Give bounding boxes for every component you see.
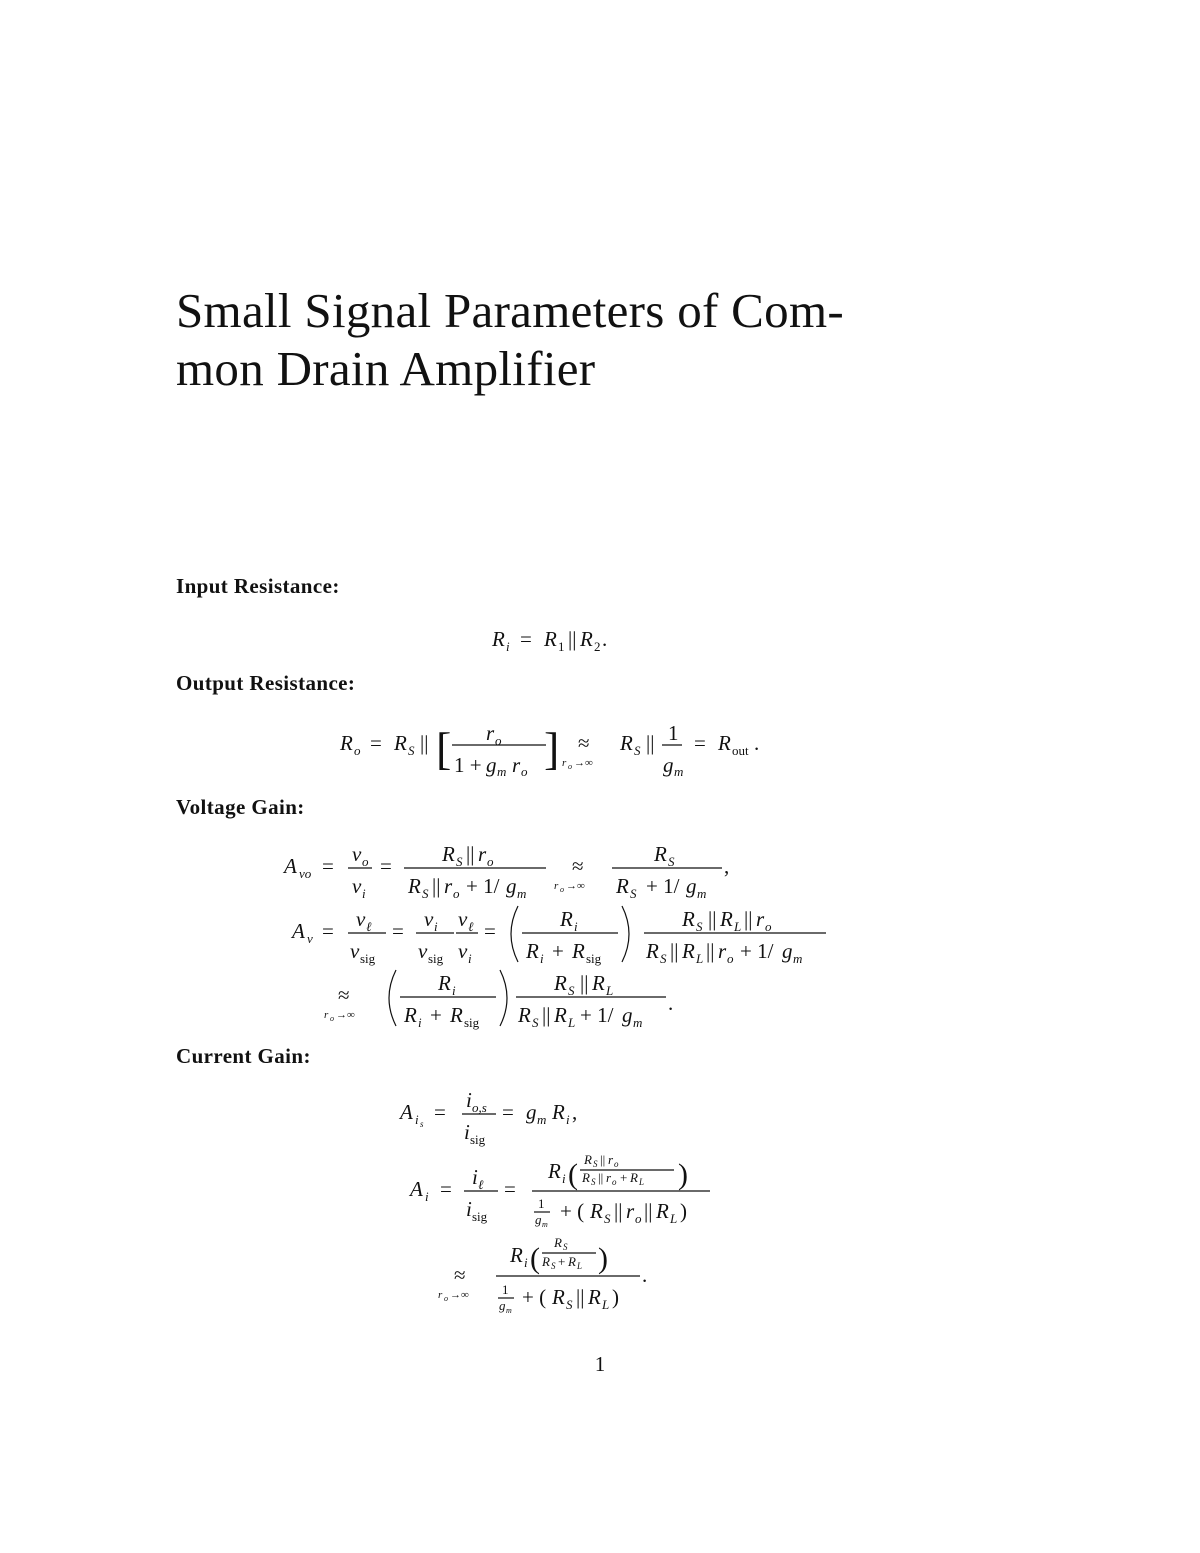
svg-text:i: i — [362, 886, 366, 901]
svg-text:(: ( — [530, 1242, 540, 1275]
svg-text:=: = — [502, 1100, 514, 1124]
svg-text:g: g — [622, 1003, 633, 1027]
svg-text:g: g — [486, 753, 497, 777]
svg-text:R: R — [572, 939, 585, 963]
svg-text:=: = — [322, 919, 334, 943]
svg-text:o: o — [612, 1177, 617, 1187]
svg-text:,: , — [724, 854, 730, 878]
heading-output-resistance: Output Resistance: — [176, 671, 356, 695]
svg-text:v: v — [418, 939, 428, 963]
svg-text:≈: ≈ — [338, 983, 350, 1007]
svg-text:o: o — [635, 1211, 642, 1226]
svg-text:,: , — [572, 1100, 578, 1124]
svg-text:r: r — [756, 907, 765, 931]
svg-text:): ) — [598, 1242, 608, 1275]
svg-text:sig: sig — [472, 1209, 488, 1224]
svg-text:r: r — [608, 1152, 614, 1167]
svg-text:R: R — [518, 1003, 531, 1027]
svg-text:g: g — [506, 874, 517, 898]
svg-text:A: A — [284, 854, 297, 878]
equation-current-gain — [400, 1148, 730, 1228]
svg-text:v: v — [307, 931, 313, 946]
svg-text:||: || — [670, 939, 679, 963]
svg-text:r: r — [554, 880, 559, 892]
svg-text:v: v — [458, 907, 468, 931]
svg-text:=: = — [520, 627, 532, 651]
svg-text:+: + — [558, 1254, 566, 1269]
svg-text:m: m — [506, 1306, 512, 1315]
svg-text:g: g — [663, 753, 674, 777]
svg-text:[: [ — [436, 723, 452, 774]
heading-current-gain: Current Gain: — [176, 1044, 311, 1068]
svg-text:o: o — [568, 762, 572, 771]
svg-text:R: R — [656, 1199, 669, 1223]
svg-text:||: || — [580, 971, 589, 995]
svg-text:≈: ≈ — [578, 731, 590, 755]
svg-text:i: i — [466, 1088, 472, 1112]
svg-text:.: . — [668, 991, 674, 1015]
svg-text:o: o — [330, 1014, 334, 1023]
svg-text:||: || — [600, 1152, 606, 1167]
svg-text:o: o — [495, 733, 502, 748]
svg-text:+ (: + ( — [560, 1199, 585, 1223]
svg-text:=: = — [694, 731, 706, 755]
svg-text:R: R — [654, 842, 667, 866]
svg-text:i: i — [418, 1015, 422, 1030]
svg-text:r: r — [324, 1009, 329, 1021]
svg-text:||: || — [744, 907, 753, 931]
equation-voltage-gain-open-circuit — [270, 835, 750, 901]
svg-text:o: o — [727, 951, 734, 966]
page-number: 1 — [594, 1352, 606, 1376]
svg-text:S: S — [532, 1015, 539, 1030]
svg-text:||: || — [542, 1003, 551, 1027]
svg-text:r: r — [718, 939, 727, 963]
svg-text:ℓ: ℓ — [478, 1177, 484, 1192]
svg-text:1: 1 — [502, 1282, 509, 1297]
svg-text:L: L — [606, 983, 614, 998]
svg-text:=: = — [484, 919, 496, 943]
svg-text:R: R — [554, 971, 567, 995]
svg-text:S: S — [593, 1159, 598, 1169]
svg-text:2: 2 — [594, 639, 601, 654]
svg-text:i: i — [524, 1255, 528, 1270]
svg-text:i: i — [466, 1197, 472, 1221]
svg-text:i: i — [506, 639, 510, 654]
svg-text:L: L — [670, 1211, 678, 1226]
svg-text:A: A — [400, 1100, 413, 1124]
svg-text:1: 1 — [558, 639, 565, 654]
svg-text:||: || — [644, 1199, 653, 1223]
page-title — [176, 282, 976, 398]
svg-text:L: L — [568, 1015, 576, 1030]
svg-text:s: s — [420, 1119, 424, 1129]
svg-text:=: = — [504, 1177, 516, 1201]
svg-text:R: R — [552, 1285, 565, 1309]
svg-text:||: || — [614, 1199, 623, 1223]
svg-text:m: m — [497, 764, 507, 779]
svg-text:): ) — [612, 1285, 619, 1309]
svg-text:S: S — [591, 1177, 596, 1187]
svg-text:S: S — [563, 1242, 568, 1252]
equation-current-gain-approx — [430, 1230, 680, 1314]
svg-text:R: R — [646, 939, 659, 963]
svg-text:R: R — [620, 731, 633, 755]
svg-text:i: i — [468, 951, 472, 966]
title-line-2: mon Drain Amplifier — [176, 341, 596, 396]
svg-text:→∞: →∞ — [450, 1289, 469, 1301]
svg-text:i: i — [425, 1189, 429, 1204]
svg-text:L: L — [696, 951, 704, 966]
svg-text:v: v — [356, 907, 366, 931]
svg-text:ℓ: ℓ — [468, 919, 474, 934]
svg-text:R: R — [408, 874, 421, 898]
svg-text:1: 1 — [538, 1196, 545, 1211]
svg-text:): ) — [678, 1158, 688, 1191]
svg-text:g: g — [782, 939, 793, 963]
svg-text:||: || — [708, 907, 717, 931]
svg-text:o: o — [614, 1159, 619, 1169]
svg-text:v: v — [424, 907, 434, 931]
svg-text:g: g — [499, 1298, 506, 1313]
svg-text:]: ] — [544, 723, 560, 774]
svg-text:S: S — [422, 886, 429, 901]
svg-text:o: o — [354, 743, 361, 758]
svg-text:r: r — [512, 753, 521, 777]
svg-text:R: R — [584, 1152, 592, 1167]
svg-text:ℓ: ℓ — [366, 919, 372, 934]
svg-text:R: R — [526, 939, 539, 963]
svg-text:R: R — [580, 627, 593, 651]
svg-text:i: i — [540, 951, 544, 966]
svg-text:||: || — [646, 731, 655, 755]
svg-text:S: S — [630, 886, 637, 901]
svg-text:R: R — [340, 731, 353, 755]
svg-text:): ) — [680, 1199, 687, 1223]
svg-text:o: o — [362, 854, 369, 869]
equation-current-gain-short-circuit — [390, 1083, 620, 1145]
svg-text:R: R — [404, 1003, 417, 1027]
svg-text:→∞: →∞ — [574, 757, 593, 769]
svg-text:A: A — [292, 919, 305, 943]
svg-text:+ 1/: + 1/ — [646, 874, 680, 898]
svg-text:R: R — [590, 1199, 603, 1223]
svg-text:i: i — [472, 1165, 478, 1189]
svg-text:||: || — [568, 627, 577, 651]
svg-text:.: . — [754, 731, 760, 755]
svg-text:o: o — [560, 885, 564, 894]
svg-text:r: r — [562, 757, 567, 769]
svg-text:v: v — [352, 874, 362, 898]
svg-text:R: R — [554, 1235, 562, 1250]
svg-text:1 +: 1 + — [454, 753, 482, 777]
svg-text:m: m — [793, 951, 803, 966]
svg-text:i: i — [566, 1112, 570, 1127]
svg-text:r: r — [486, 721, 495, 745]
svg-text:R: R — [542, 1254, 550, 1269]
svg-text:R: R — [682, 907, 695, 931]
svg-text:R: R — [492, 627, 505, 651]
svg-text:R: R — [582, 1170, 590, 1185]
svg-text:L: L — [577, 1261, 583, 1271]
svg-text:g: g — [686, 874, 697, 898]
svg-text:m: m — [697, 886, 707, 901]
svg-text:S: S — [456, 854, 463, 869]
svg-text:r: r — [478, 842, 487, 866]
svg-text:S: S — [660, 951, 667, 966]
svg-text:v: v — [458, 939, 468, 963]
svg-text:i: i — [452, 983, 456, 998]
svg-text:=: = — [392, 919, 404, 943]
svg-text:g: g — [526, 1100, 537, 1124]
svg-text:o: o — [487, 854, 494, 869]
equation-voltage-gain-approx — [316, 962, 696, 1032]
svg-text:S: S — [696, 919, 703, 934]
svg-text:+ 1/: + 1/ — [466, 874, 500, 898]
svg-text:sig: sig — [586, 951, 602, 966]
svg-text:||: || — [576, 1285, 585, 1309]
svg-text:out: out — [732, 743, 749, 758]
svg-text:i: i — [434, 919, 438, 934]
svg-text:r: r — [626, 1199, 635, 1223]
svg-text:R: R — [450, 1003, 463, 1027]
heading-voltage-gain: Voltage Gain: — [176, 795, 305, 819]
svg-text:o: o — [521, 764, 528, 779]
svg-text:R: R — [442, 842, 455, 866]
svg-text:+ (: + ( — [522, 1285, 547, 1309]
svg-text:=: = — [370, 731, 382, 755]
svg-text:o: o — [765, 919, 772, 934]
svg-text:R: R — [510, 1243, 523, 1267]
svg-text:R: R — [394, 731, 407, 755]
svg-text:i: i — [415, 1112, 419, 1127]
svg-text:||: || — [432, 874, 441, 898]
svg-text:R: R — [630, 1170, 638, 1185]
svg-text:≈: ≈ — [572, 854, 584, 878]
svg-text:=: = — [322, 854, 334, 878]
svg-text:S: S — [551, 1261, 556, 1271]
svg-text:+ 1/: + 1/ — [740, 939, 774, 963]
svg-text:r: r — [438, 1289, 443, 1301]
svg-text:R: R — [438, 971, 451, 995]
svg-text:vo: vo — [299, 866, 312, 881]
svg-text:sig: sig — [470, 1132, 486, 1147]
svg-text:R: R — [588, 1285, 601, 1309]
svg-text:r: r — [444, 874, 453, 898]
svg-text:m: m — [517, 886, 527, 901]
svg-text:≈: ≈ — [454, 1263, 466, 1287]
svg-text:v: v — [352, 842, 362, 866]
equation-input-resistance — [470, 620, 670, 660]
svg-text:S: S — [604, 1211, 611, 1226]
svg-text:=: = — [440, 1177, 452, 1201]
svg-text:S: S — [634, 743, 641, 758]
svg-text:m: m — [674, 764, 684, 779]
svg-text:→∞: →∞ — [566, 880, 585, 892]
svg-text:S: S — [408, 743, 415, 758]
svg-text:L: L — [602, 1297, 610, 1312]
equation-output-resistance — [330, 712, 790, 782]
svg-text:||: || — [598, 1170, 604, 1185]
svg-text:1: 1 — [668, 721, 679, 745]
svg-text:L: L — [734, 919, 742, 934]
svg-text:+ 1/: + 1/ — [580, 1003, 614, 1027]
svg-text:+: + — [620, 1170, 628, 1185]
svg-text:+: + — [430, 1003, 442, 1027]
svg-text:||: || — [706, 939, 715, 963]
svg-text:S: S — [566, 1297, 573, 1312]
svg-text:+: + — [552, 939, 564, 963]
svg-text:A: A — [410, 1177, 423, 1201]
svg-text:R: R — [548, 1159, 561, 1183]
svg-text:R: R — [718, 731, 731, 755]
svg-text:||: || — [420, 731, 429, 755]
heading-input-resistance: Input Resistance: — [176, 574, 340, 598]
svg-text:R: R — [616, 874, 629, 898]
svg-text:o,s: o,s — [472, 1100, 487, 1115]
equation-voltage-gain — [270, 898, 840, 968]
svg-text:R: R — [552, 1100, 565, 1124]
svg-text:m: m — [537, 1112, 547, 1127]
svg-text:R: R — [592, 971, 605, 995]
svg-text:R: R — [568, 1254, 576, 1269]
svg-text:i: i — [574, 919, 578, 934]
svg-text:v: v — [350, 939, 360, 963]
svg-text:i: i — [562, 1171, 566, 1186]
svg-text:||: || — [466, 842, 475, 866]
svg-text:o: o — [453, 886, 460, 901]
svg-text:R: R — [560, 907, 573, 931]
svg-text:sig: sig — [428, 951, 444, 966]
svg-text:sig: sig — [360, 951, 376, 966]
svg-text:(: ( — [568, 1158, 578, 1191]
title-line-1: Small Signal Parameters of Com- — [176, 283, 844, 338]
svg-text:S: S — [668, 854, 675, 869]
svg-text:m: m — [542, 1220, 548, 1229]
svg-text:R: R — [554, 1003, 567, 1027]
svg-text:.: . — [642, 1263, 648, 1287]
svg-text:.: . — [602, 627, 608, 651]
svg-text:R: R — [720, 907, 733, 931]
svg-text:=: = — [434, 1100, 446, 1124]
svg-text:m: m — [633, 1015, 643, 1030]
svg-text:=: = — [380, 854, 392, 878]
svg-text:L: L — [639, 1177, 645, 1187]
svg-text:r: r — [606, 1170, 612, 1185]
svg-text:i: i — [464, 1120, 470, 1144]
svg-text:R: R — [682, 939, 695, 963]
svg-text:S: S — [568, 983, 575, 998]
svg-text:o: o — [444, 1294, 448, 1303]
svg-text:sig: sig — [464, 1015, 480, 1030]
svg-text:g: g — [535, 1212, 542, 1227]
svg-text:R: R — [544, 627, 557, 651]
svg-text:→∞: →∞ — [336, 1009, 355, 1021]
